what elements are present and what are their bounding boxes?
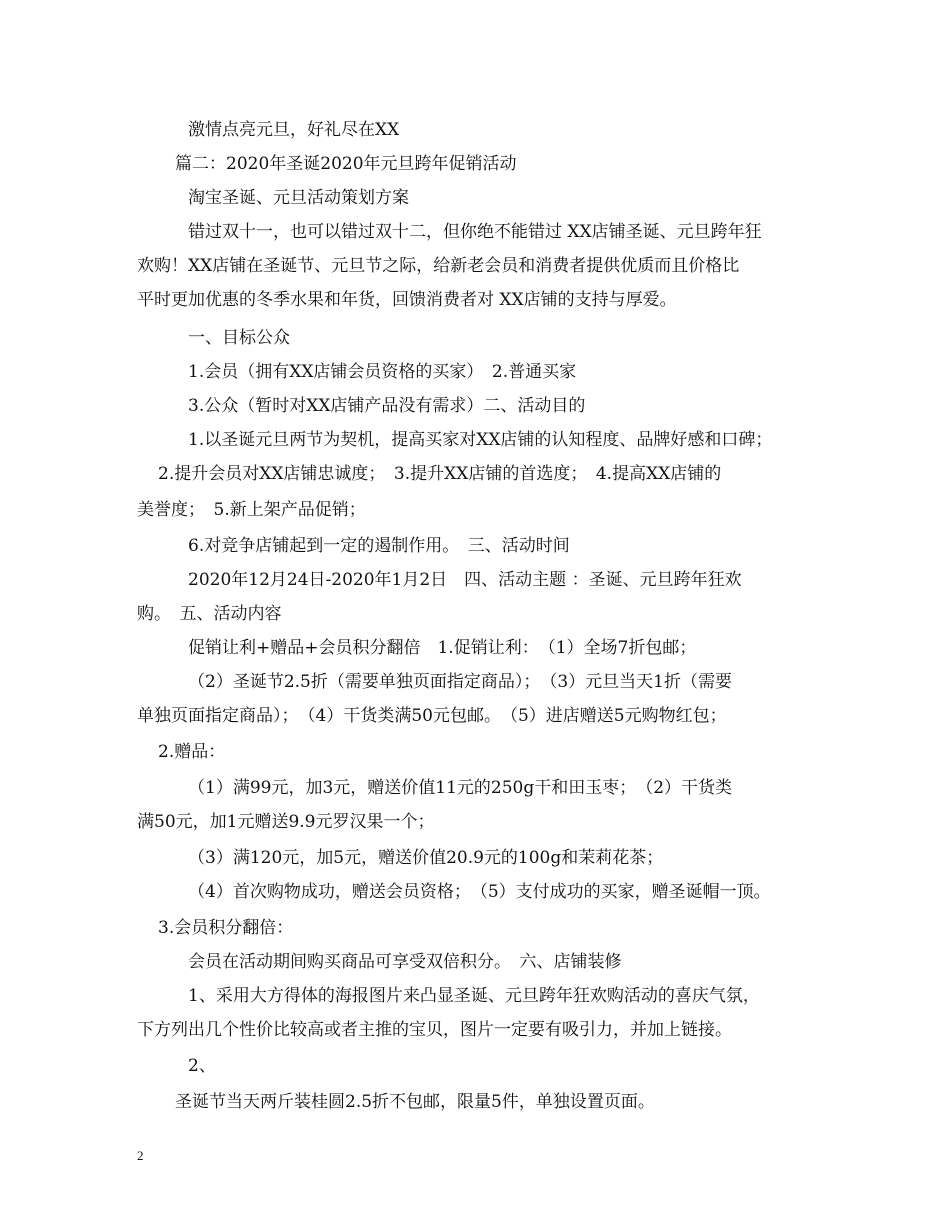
text-line: 购。 五、活动内容	[137, 604, 282, 624]
text-line: 1.以圣诞元旦两节为契机，提高买家对XX店铺的认知程度、品牌好感和口碑；	[188, 430, 773, 450]
text-line: 会员在活动期间购买商品可享受双倍积分。 六、店铺装修	[188, 952, 622, 972]
text-line: 2.提升会员对XX店铺忠诚度； 3.提升XX店铺的首选度； 4.提高XX店铺的	[158, 464, 722, 484]
text-line: （4）首次购物成功，赠送会员资格； （5）支付成功的买家，赠圣诞帽一顶。	[188, 882, 771, 902]
text-line: 3.公众（暂时对XX店铺产品没有需求）二、活动目的	[188, 396, 586, 416]
text-line: 3.会员积分翻倍：	[158, 918, 294, 938]
text-line: （1）满99元，加3元，赠送价值11元的250g干和田玉枣； （2）干货类	[188, 778, 733, 798]
text-line: 2.赠品：	[158, 742, 226, 762]
text-line: （2）圣诞节2.5折（需要单独页面指定商品）； （3）元旦当天1折（需要	[188, 672, 732, 692]
text-line: 1、采用大方得体的海报图片来凸显圣诞、元旦跨年狂欢购活动的喜庆气氛，	[188, 986, 760, 1006]
text-line: 平时更加优惠的冬季水果和年货，回馈消费者对 XX店铺的支持与厚爱。	[137, 290, 677, 310]
text-line: 1.会员（拥有XX店铺会员资格的买家） 2.普通买家	[188, 362, 577, 382]
text-line: 满50元，加1元赠送9.9元罗汉果一个；	[137, 812, 435, 832]
section-heading: 篇二：2020年圣诞2020年元旦跨年促销活动	[175, 154, 517, 174]
text-line: 激情点亮元旦，好礼尽在XX	[188, 120, 400, 140]
text-line: 下方列出几个性价比较高或者主推的宝贝，图片一定要有吸引力，并加上链接。	[137, 1020, 732, 1040]
text-line: 欢购！XX店铺在圣诞节、元旦节之际，给新老会员和消费者提供优质而且价格比	[137, 256, 740, 276]
text-line: 圣诞节当天两斤装桂圆2.5折不包邮，限量5件，单独设置页面。	[175, 1092, 655, 1112]
text-line: 促销让利+赠品+会员积分翻倍 1.促销让利： （1）全场7折包邮；	[188, 638, 697, 658]
text-line: 6.对竞争店铺起到一定的遏制作用。 三、活动时间	[188, 536, 570, 556]
text-line: 2、	[188, 1056, 216, 1076]
text-line: 一、目标公众	[188, 328, 290, 348]
text-line: 2020年12月24日-2020年1月2日 四、活动主题 ：圣诞、元旦跨年狂欢	[188, 570, 742, 590]
text-line: （3）满120元，加5元，赠送价值20.9元的100g和茉莉花茶；	[188, 848, 664, 868]
page-number: 2	[137, 1148, 144, 1163]
text-line: 美誉度； 5.新上架产品促销；	[137, 500, 366, 520]
text-line: 单独页面指定商品）； （4）干货类满50元包邮。 （5）进店赠送5元购物红包；	[137, 706, 727, 726]
text-line: 淘宝圣诞、元旦活动策划方案	[188, 188, 409, 208]
text-line: 错过双十一，也可以错过双十二，但你绝不能错过 XX店铺圣诞、元旦跨年狂	[188, 222, 762, 242]
